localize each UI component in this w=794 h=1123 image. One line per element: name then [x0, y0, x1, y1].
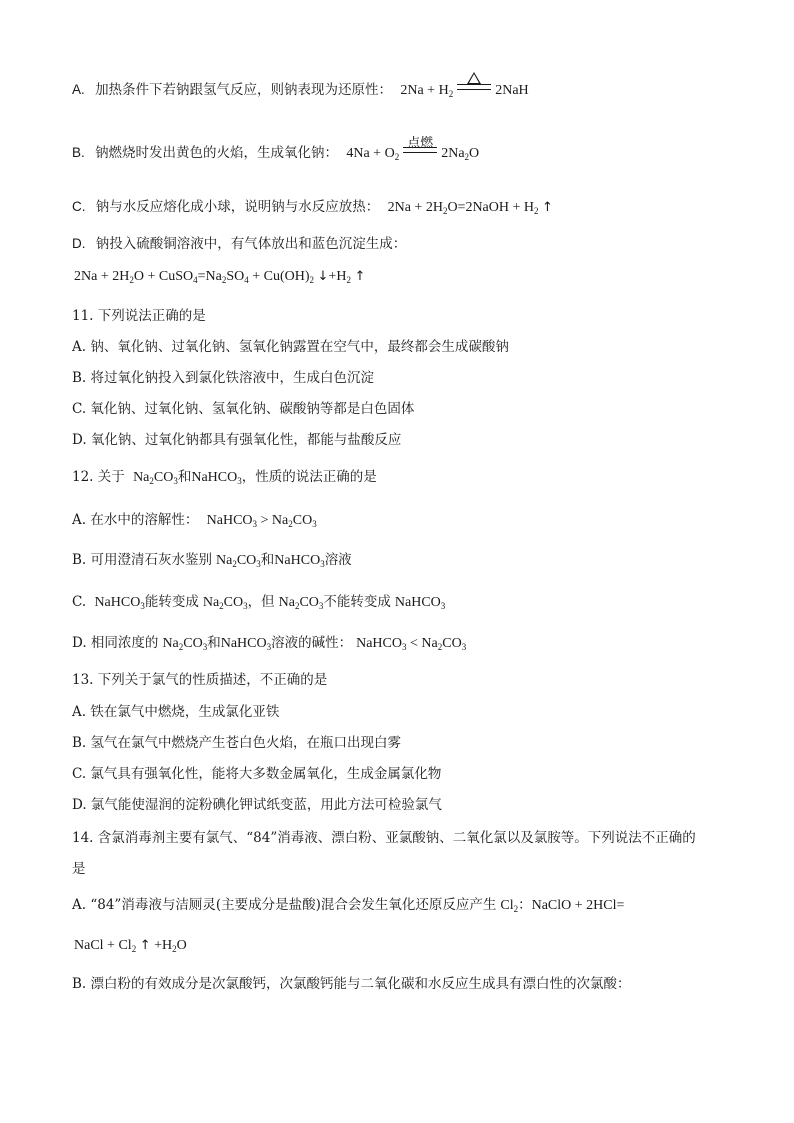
question-14-stem-line1: 14. 含氯消毒剂主要有氯气、“84”消毒液、漂白粉、亚氯酸钠、二氧化氯以及氯胺等。下列说法不正确的	[72, 830, 696, 846]
option-text: 钠投入硫酸铜溶液中，有气体放出和蓝色沉淀生成：	[95, 236, 407, 252]
option-13a: A. 铁在氯气中燃烧，生成氯化亚铁	[72, 704, 280, 720]
equation: $4Na + O_2$ 点燃 $2Na_2O$	[346, 135, 480, 162]
option-11b: B. 将过氧化钠投入到氯化铁溶液中，生成白色沉淀	[72, 370, 375, 386]
option-13b: B. 氢气在氯气中燃烧产生苍白色火焰，在瓶口出现白雾	[72, 735, 402, 751]
heat-triangle-icon	[467, 72, 481, 84]
option-14b: B. 漂白粉的有效成分是次氯酸钙，次氯酸钙能与二氧化碳和水反应生成具有漂白性的次氯酸：	[72, 976, 631, 992]
option-11c: C. 氧化钠、过氧化钠、氢氧化钠、碳酸钠等都是白色固体	[72, 401, 415, 417]
option-12d: D. 相同浓度的 $Na_2CO_3$和NaHCO$_3$溶液的碱性： NaHCO$_3$ < $Na_2CO_3$	[72, 635, 467, 652]
option-12a: A. 在水中的溶解性： NaHCO$_3$ > $Na_2CO_3$	[72, 512, 317, 529]
option-label: C.	[72, 199, 86, 214]
equation: $2Na + 2H_2O=2NaOH + H_2$ ↑	[387, 200, 553, 216]
equation-14a: NaCl + $Cl_2$ ↑ $+H_2O$	[74, 938, 187, 954]
equation-10d: $2Na + 2H_2O$ + $CuSO_4=Na_2SO_4 + Cu(OH)_2$ $↓+H_2$ ↑	[74, 269, 366, 285]
option-label: B.	[72, 145, 85, 160]
option-text: 钠燃烧时发出黄色的火焰，生成氧化钠：	[95, 145, 339, 161]
option-14a: A. “84”消毒液与洁厕灵(主要成分是盐酸)混合会发生氧化还原反应产生 $Cl_2$：NaClO + 2HCl=	[72, 897, 625, 914]
option-10b	[72, 135, 734, 164]
option-text: 钠与水反应熔化成小球，说明钠与水反应放热：	[95, 199, 380, 215]
option-label: D.	[72, 236, 86, 251]
option-13c: C. 氯气具有强氧化性，能将大多数金属氧化，生成金属氯化物	[72, 766, 442, 782]
option-13d: D. 氯气能使湿润的淀粉碘化钾试纸变蓝，用此方法可检验氯气	[72, 797, 442, 813]
question-11-stem: 11. 下列说法正确的是	[72, 308, 206, 324]
option-text: 加热条件下若钠跟氢气反应，则钠表现为还原性：	[95, 82, 393, 98]
question-13-stem: 13. 下列关于氯气的性质描述，不正确的是	[72, 672, 328, 688]
option-10d	[72, 234, 734, 254]
question-14-stem-line2: 是	[72, 861, 86, 877]
option-11d: D. 氧化钠、过氧化钠都具有强氧化性，都能与盐酸反应	[72, 432, 402, 448]
option-label: A.	[72, 82, 85, 97]
question-12-stem: 12. 关于 $Na_2CO_3$和NaHCO$_3$，性质的说法正确的是	[72, 469, 377, 486]
reaction-condition	[454, 81, 494, 101]
equation: $2Na + H_2$ 2NaH	[400, 83, 528, 98]
option-11a: A. 钠、氧化钠、过氧化钠、氢氧化钠露置在空气中，最终都会生成碳酸钠	[72, 339, 509, 355]
option-10c	[72, 197, 734, 218]
reaction-condition: 点燃	[400, 144, 440, 164]
option-10a	[72, 80, 734, 101]
option-12c: C. NaHCO$_3$能转变成 $Na_2CO_3$，但 $Na_2CO_3$不能转变成 NaHCO$_3$	[72, 594, 446, 611]
option-12b: B. 可用澄清石灰水鉴别 $Na_2CO_3$和NaHCO$_3$溶液	[72, 552, 352, 569]
